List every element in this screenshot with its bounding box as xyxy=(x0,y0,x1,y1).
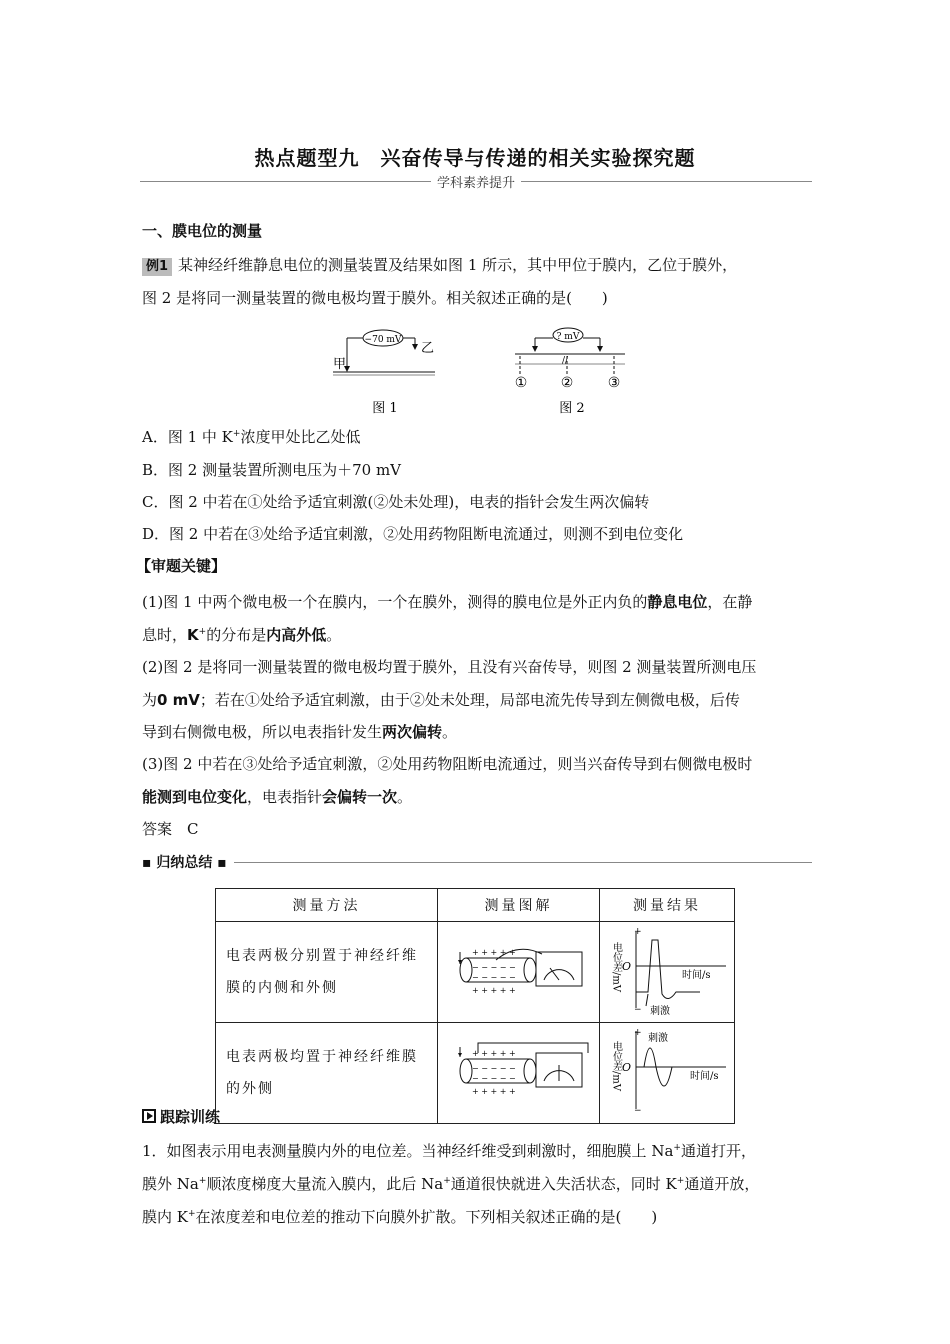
svg-text:−: − xyxy=(633,1106,642,1116)
arrow-icon xyxy=(597,346,603,352)
svg-text:刺激: 刺激 xyxy=(647,1033,668,1044)
q1-line3: 膜内 K+在浓度差和电位差的推动下向膜外扩散。下列相关叙述正确的是( ) xyxy=(142,1208,658,1226)
svg-text:+ + + + +: + + + + + xyxy=(472,1049,516,1058)
fig1-jia: 甲 xyxy=(333,357,347,372)
option-a: A．图 1 中 K+浓度甲处比乙处低 xyxy=(142,428,361,446)
key-heading: 【审题关键】 xyxy=(136,557,227,575)
table-row xyxy=(216,922,735,1023)
block-mark: // xyxy=(561,356,569,366)
key-p3-line1: (3)图 2 中若在③处给予适宜刺激，②处用药物阻断电流通过，则当兴奋传导到右侧微电极时 xyxy=(142,755,753,773)
key-p2-line1: (2)图 2 是将同一测量装置的微电极均置于膜外，且没有兴奋传导，则图 2 测量装置所测电压 xyxy=(142,658,757,676)
svg-text:−: − xyxy=(633,1005,642,1015)
header-method: 测量方法 xyxy=(216,889,438,922)
option-d: D．图 2 中若在③处给予适宜刺激，②处用药物阻断电流通过，则测不到电位变化 xyxy=(142,525,684,543)
svg-text:+ + + + +: + + + + + xyxy=(472,986,516,995)
q1-line1: 1．如图表示用电表测量膜内外的电位差。当神经纤维受到刺激时，细胞膜上 Na+通道打开， xyxy=(142,1142,756,1160)
summary-table xyxy=(215,888,735,1124)
svg-text:+: + xyxy=(633,1028,642,1038)
example-line-1 xyxy=(142,254,812,276)
example-tag: 例1 xyxy=(142,258,172,276)
option-c: C．图 2 中若在①处给予适宜刺激(②处未处理)，电表的指针会发生两次偏转 xyxy=(142,493,650,511)
key-p2-line2: 为0 mV；若在①处给予适宜刺激，由于②处未处理，局部电流先传导到左侧微电极，后传 xyxy=(142,691,740,709)
diagram-cell xyxy=(438,922,600,1023)
svg-text:− − − − −: − − − − − xyxy=(472,963,516,972)
answer: 答案 C xyxy=(142,820,199,838)
summary-rule xyxy=(234,862,812,863)
svg-text:+ + + + +: + + + + + xyxy=(472,1087,516,1096)
fig1-yi: 乙 xyxy=(421,341,435,356)
key-p1-line2: 息时，K+的分布是内高外低。 xyxy=(142,626,342,644)
svg-text:刺激: 刺激 xyxy=(649,1006,670,1017)
fig2-point-2: ② xyxy=(560,375,574,391)
figure-1 xyxy=(325,320,445,420)
example-line-2: 图 2 是将同一测量装置的微电极均置于膜外。相关叙述正确的是( ) xyxy=(142,289,608,307)
summary-label: ▪ 归纳总结 ▪ xyxy=(142,855,227,871)
header-diagram: 测量图解 xyxy=(438,889,600,922)
svg-text:+: + xyxy=(633,927,642,937)
diagram-inside-outside xyxy=(438,922,598,1018)
table-row xyxy=(216,1023,735,1124)
graph-double xyxy=(600,1023,734,1119)
arrow-icon xyxy=(532,346,538,352)
svg-text:− − − − −: − − − − − xyxy=(472,1074,516,1083)
fig2-point-1: ① xyxy=(514,375,528,391)
svg-text:O: O xyxy=(621,960,632,973)
follow-heading: 跟踪训练 xyxy=(142,1106,220,1127)
example-text-1: 某神经纤维静息电位的测量装置及结果如图 1 所示，其中甲位于膜内，乙位于膜外， xyxy=(178,256,738,274)
table-header-row xyxy=(216,889,735,922)
fig2-point-3: ③ xyxy=(607,375,621,391)
option-b: B．图 2 测量装置所测电压为＋70 mV xyxy=(142,461,402,479)
figure-2 xyxy=(510,320,630,420)
fig1-caption: 图 1 xyxy=(372,401,398,416)
result-cell xyxy=(599,922,734,1023)
svg-text:+ + + + +: + + + + + xyxy=(472,948,516,957)
svg-text:时间/s: 时间/s xyxy=(681,970,711,981)
key-p2-line3: 导到右侧微电极，所以电表指针发生两次偏转。 xyxy=(142,723,458,741)
play-icon xyxy=(142,1109,156,1123)
fig1-meter-label: −70 mV xyxy=(364,335,402,345)
fig2-caption: 图 2 xyxy=(559,401,585,416)
graph-single xyxy=(600,922,734,1018)
method-cell: 电表两极均置于神经纤维膜 的外侧 xyxy=(216,1023,438,1124)
method-cell: 电表两极分别置于神经纤维 膜的内侧和外侧 xyxy=(216,922,438,1023)
diagram-both-outside xyxy=(438,1023,598,1119)
diagram-cell xyxy=(438,1023,600,1124)
header-result: 测量结果 xyxy=(599,889,734,922)
summary-bar xyxy=(142,852,812,872)
svg-text:O: O xyxy=(621,1061,632,1074)
result-cell xyxy=(599,1023,734,1124)
svg-text:− − − − −: − − − − − xyxy=(472,973,516,982)
q1-line2: 膜外 Na+顺浓度梯度大量流入膜内，此后 Na+通道很快就进入失活状态，同时 K+通道开放， xyxy=(142,1175,760,1193)
page-title: 热点题型九 兴奋传导与传递的相关实验探究题 xyxy=(254,146,696,170)
svg-text:电位差/mV: 电位差/mV xyxy=(610,1041,622,1092)
section-heading: 一、膜电位的测量 xyxy=(142,222,263,240)
key-p3-line2: 能测到电位变化，电表指针会偏转一次。 xyxy=(142,788,413,806)
arrow-icon xyxy=(412,344,418,350)
fig2-meter-label: ? mV xyxy=(556,332,580,342)
subtitle-bar xyxy=(140,172,812,190)
svg-text:电位差/mV: 电位差/mV xyxy=(610,942,622,993)
subtitle: 学科素养提升 xyxy=(431,176,521,191)
svg-text:− − − − −: − − − − − xyxy=(472,1064,516,1073)
svg-text:时间/s: 时间/s xyxy=(689,1071,719,1082)
key-p1-line1: (1)图 1 中两个微电极一个在膜内，一个在膜外，测得的膜电位是外正内负的静息电位，在静 xyxy=(142,593,753,611)
